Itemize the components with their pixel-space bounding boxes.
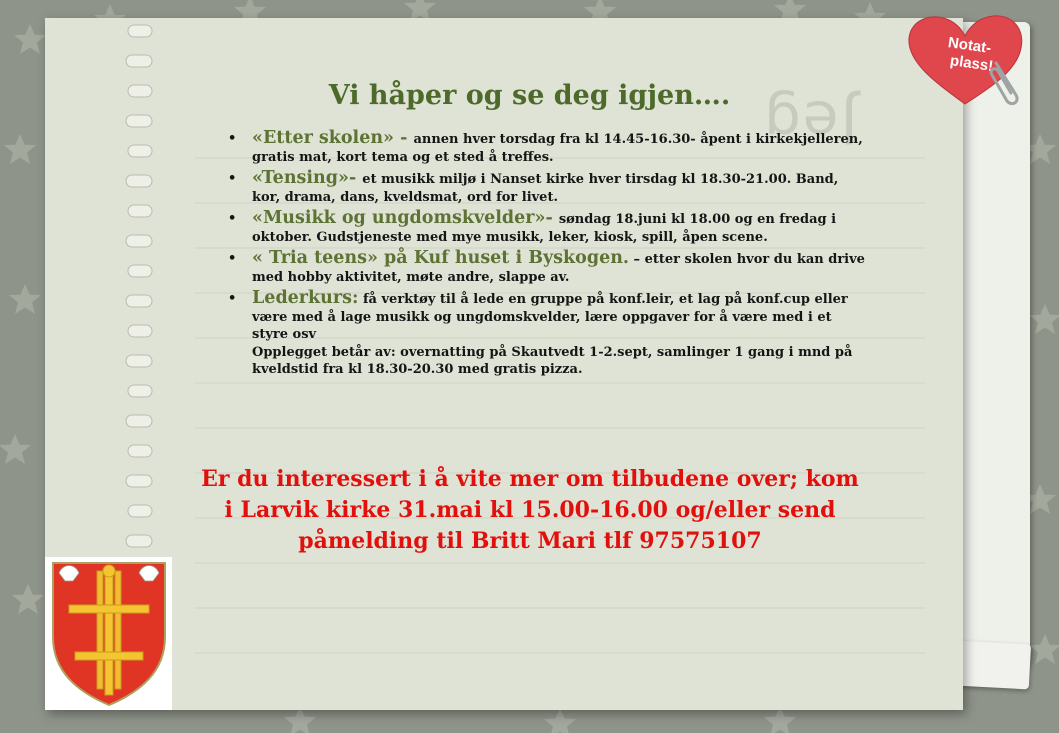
church-crest-icon (45, 557, 172, 710)
activity-text: søndag 18.juni kl 18.00 og en fredag i oktober. Gudstjeneste med mye musikk, leker, kiosk, spill, åpen scene. (252, 212, 837, 245)
activity-separator: - (348, 168, 363, 188)
callout-line: Er du interessert i å vite mer om tilbudene over; kom (201, 466, 859, 492)
activity-list (228, 130, 868, 383)
activity-text: annen hver torsdag fra kl 14.45-16.30- åpent i kirkekjelleren, gratis mat, kort tema og et sted å treffes. (252, 132, 863, 165)
bullet-icon: • (228, 211, 237, 226)
activity-heading: «Etter skolen» (252, 128, 394, 148)
bullet-icon: • (228, 291, 237, 306)
bullet-icon: • (228, 171, 237, 186)
background-word: Jeg (762, 88, 858, 156)
activity-text: etter skolen hvor du kan drive med hobby aktivitet, møte andre, slappe av. (252, 252, 865, 285)
activity-heading: Lederkurs: (252, 288, 359, 308)
list-item (228, 250, 868, 286)
activity-separator: - (393, 128, 414, 148)
list-item (228, 290, 868, 379)
activity-text: et musikk miljø i Nanset kirke hver tirsdag kl 18.30-21.00. Band, kor, drama, dans, kveldsmat, ord for livet. (252, 172, 839, 205)
badge-text: Notat- (946, 34, 993, 57)
contact-callout (200, 464, 860, 557)
bullet-icon: • (228, 131, 237, 146)
back-paper-sheet (960, 22, 1030, 682)
activity-heading: «Musikk og ungdomskvelder» (252, 208, 546, 228)
activity-heading: « Tria teens» på Kuf huset i Byskogen. (252, 248, 630, 268)
activity-text: få verktøy til å lede en gruppe på konf.leir, et lag på konf.cup eller være med å lage musikk og ungdomskvelder, lære oppgaver for å være med i et styre osv (252, 292, 848, 342)
bullet-icon: • (228, 251, 237, 266)
list-item (228, 130, 868, 166)
activity-separator: – (629, 252, 645, 267)
paperclip-icon (986, 55, 1026, 110)
list-item (228, 210, 868, 246)
list-item (228, 170, 868, 206)
callout-line: påmelding til Britt Mari tlf 97575107 (298, 528, 762, 554)
activity-heading: «Tensing» (252, 168, 349, 188)
callout-line: i Larvik kirke 31.mai kl 15.00-16.00 og/eller send (224, 497, 836, 523)
activity-separator: - (545, 208, 559, 228)
page-title: Vi håper og se deg igjen…. (328, 80, 731, 111)
badge-text: plass! (948, 52, 995, 75)
activity-extra-text: Opplegget betår av: overnatting på Skautvedt 1-2.sept, samlinger 1 gang i mnd på kveldstid fra kl 18.30-20.30 med gratis pizza. (252, 344, 853, 377)
